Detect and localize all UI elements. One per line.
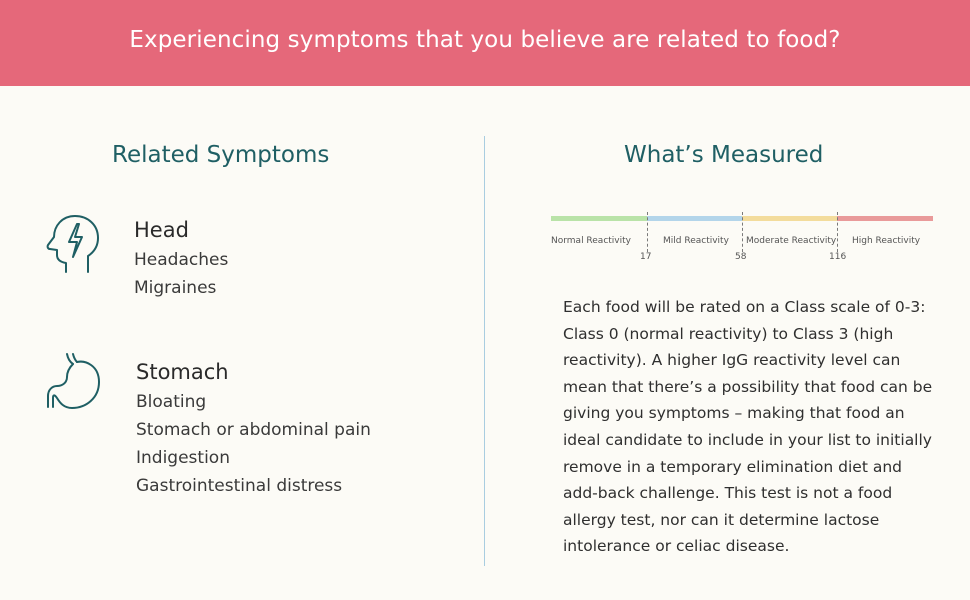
scale-segment-normal <box>551 216 647 221</box>
head-symptom-group <box>134 217 228 302</box>
symptom-item: Stomach or abdominal pain <box>136 420 371 440</box>
scale-label-mild: Mild Reactivity <box>663 236 729 246</box>
head-group-title: Head <box>134 218 189 242</box>
scale-tick <box>837 212 838 252</box>
scale-label-high: High Reactivity <box>852 236 921 246</box>
symptom-item: Migraines <box>134 278 217 298</box>
threshold-label: 116 <box>829 252 847 262</box>
column-divider <box>484 136 485 566</box>
whats-measured-title: What’s Measured <box>624 142 824 168</box>
scale-label-normal: Normal Reactivity <box>551 236 631 246</box>
symptom-item: Indigestion <box>136 448 230 468</box>
threshold-label: 58 <box>735 252 747 262</box>
head-symptom-list <box>134 246 228 302</box>
threshold-label: 17 <box>640 252 652 262</box>
scale-label-moderate: Moderate Reactivity <box>746 236 837 246</box>
related-symptoms-title: Related Symptoms <box>112 142 330 168</box>
scale-segment-moderate <box>742 216 837 221</box>
stomach-icon <box>44 352 102 412</box>
scale-segment-high <box>837 216 933 221</box>
measurement-description: Each food will be rated on a Class scale of 0-3: Class 0 (normal reactivity) to Class 3 (high reactivity). A higher IgG reactivity level can mean that there’s a possibility that food can be giving you symptoms – making that food an ideal candidate to include in your list to initially remove in a temporary elimination diet and add-back challenge. This test is not a food allergy test, nor can it determine lactose intolerance or celiac disease. <box>563 298 933 556</box>
stomach-group-title: Stomach <box>136 360 229 384</box>
top-banner <box>0 0 970 86</box>
head-lightning-icon <box>44 212 102 274</box>
symptom-item: Bloating <box>136 392 207 412</box>
banner-title: Experiencing symptoms that you believe are related to food? <box>129 27 841 53</box>
stomach-symptom-list <box>136 388 371 500</box>
scale-tick <box>742 212 743 252</box>
stomach-symptom-group <box>136 359 371 500</box>
symptom-item: Gastrointestinal distress <box>136 476 343 496</box>
scale-segment-mild <box>647 216 742 221</box>
reactivity-scale <box>551 212 933 272</box>
symptom-item: Headaches <box>134 250 229 270</box>
scale-tick <box>647 212 648 252</box>
